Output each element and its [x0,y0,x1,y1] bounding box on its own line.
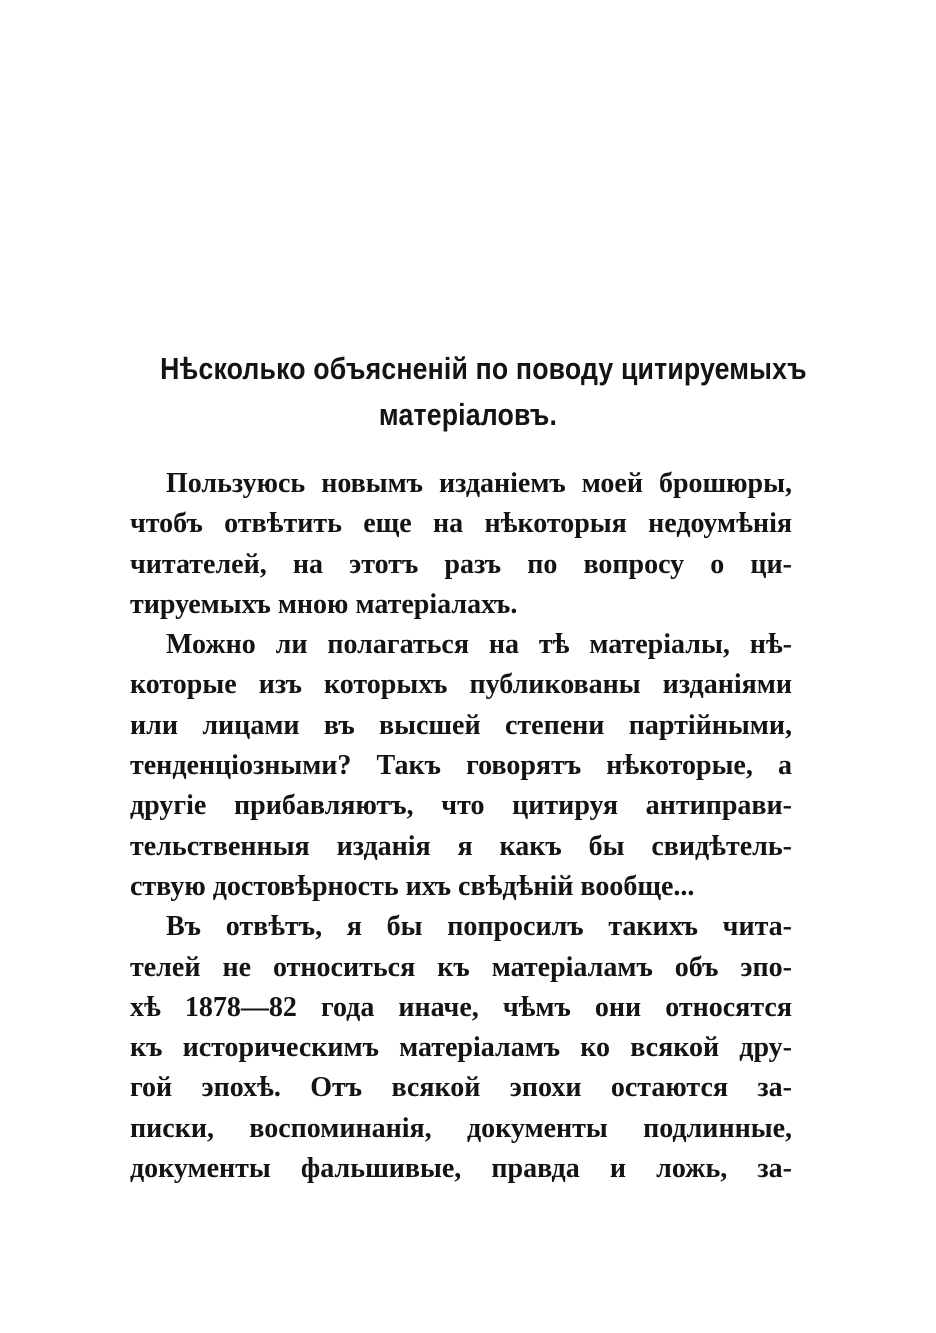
text-line: которые изъ которыхъ публикованы изданіями [130,669,792,701]
text-line: Въ отвѣтъ, я бы попросилъ такихъ чита- [166,911,792,943]
paragraph-1 [130,464,792,625]
text-line: телей не относиться къ матеріаламъ объ эпо- [130,951,792,983]
section-heading [160,346,807,438]
text-line: писки, воспоминанія, документы подлинные, [130,1112,792,1144]
text-line: тируемыхъ мною матеріалахъ. [130,588,518,620]
heading-line-1: Нѣсколько объясненій по поводу цитируемыхъ [160,351,807,386]
body-text [130,464,792,1189]
text-line: къ историческимъ матеріаламъ ко всякой дру- [130,1032,792,1064]
text-line: читателей, на этотъ разъ по вопросу о ци- [130,548,792,580]
text-line: другіе прибавляютъ, что цитируя антиправи- [130,790,792,822]
text-line: документы фальшивые, правда и ложь, за- [130,1153,792,1185]
paragraph-3 [130,907,792,1189]
text-line: чтобъ отвѣтить еще на нѣкоторыя недоумѣнія [130,508,792,540]
text-line: или лицами въ высшей степени партійными, [130,709,792,741]
text-line: тельственныя изданія я какъ бы свидѣтель- [130,830,792,862]
paragraph-2 [130,625,792,907]
heading-line-2: матеріаловъ. [378,397,558,432]
text-line: хѣ 1878—82 года иначе, чѣмъ они относятся [130,991,792,1023]
text-line: Пользуюсь новымъ изданіемъ моей брошюры, [166,468,792,499]
text-line: тенденціозными? Такъ говорятъ нѣкоторые, а [130,750,792,782]
text-line: ствую достовѣрность ихъ свѣдѣній вообще... [130,870,695,902]
text-line: гой эпохѣ. Отъ всякой эпохи остаются за- [130,1072,792,1104]
text-line: Можно ли полагаться на тѣ матеріалы, нѣ- [166,629,792,661]
